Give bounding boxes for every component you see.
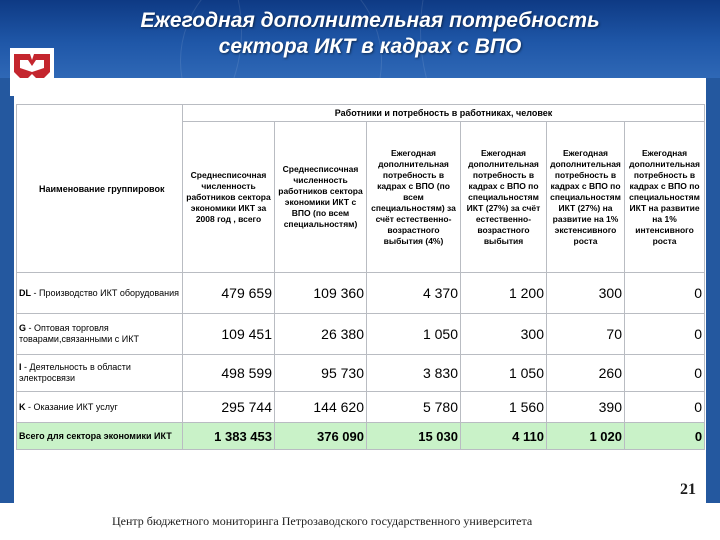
column-header: Ежегодная дополнительная потребность в кадрах с ВПО по специальностям ИКТ (27%) за счёт естественно-возрастного выбытия (461, 122, 547, 273)
row-code: G (19, 323, 27, 333)
table-total-row (17, 423, 705, 450)
staffing-demand-table (16, 104, 705, 450)
row-name: - Деятельность в области электросвязи (19, 362, 131, 383)
slide-title-line-1: Ежегодная дополнительная потребность (140, 9, 600, 32)
table-cell: 70 (547, 314, 625, 355)
table-cell: 4 370 (367, 273, 461, 314)
table-cell: 295 744 (183, 392, 275, 423)
row-header-cell (17, 105, 183, 273)
row-name: - Оказание ИКТ услуг (25, 401, 118, 412)
group-header-label: Работники и потребность в работниках, человек (334, 108, 553, 118)
total-cell: 15 030 (367, 423, 461, 450)
page-number: 21 (680, 481, 696, 498)
table-row (17, 273, 705, 314)
footer-text: Центр бюджетного мониторинга Петрозаводского государственного университета (112, 514, 533, 528)
total-cell: 376 090 (275, 423, 367, 450)
row-header-label: Наименование группировок (39, 183, 165, 194)
right-border-band (706, 78, 720, 503)
column-header: Ежегодная дополнительная потребность в кадрах с ВПО по специальностям ИКТ на развитие на 1% интенсивного роста (625, 122, 705, 273)
column-header: Ежегодная дополнительная потребность в кадрах с ВПО по специальностям ИКТ (27%) на развитие на 1% экстенсивного роста (547, 122, 625, 273)
column-header: Среднесписочная численность работников сектора экономики ИКТ с ВПО (по всем специальностям) (275, 122, 367, 273)
table-cell: 0 (625, 355, 705, 392)
total-cell: 4 110 (461, 423, 547, 450)
table-cell: 109 360 (275, 273, 367, 314)
table-cell: 300 (547, 273, 625, 314)
row-name: - Производство ИКТ оборудования (31, 287, 179, 298)
table-cell: 479 659 (183, 273, 275, 314)
table-cell: 260 (547, 355, 625, 392)
table-row (17, 355, 705, 392)
total-cell: 1 383 453 (183, 423, 275, 450)
table-group-header-row (17, 105, 705, 122)
row-code: K (19, 401, 26, 412)
row-code: I (19, 362, 22, 372)
slide-title (90, 8, 650, 60)
table-cell: 26 380 (275, 314, 367, 355)
table-cell: 390 (547, 392, 625, 423)
table-cell: 144 620 (275, 392, 367, 423)
table-cell: 300 (461, 314, 547, 355)
row-label (17, 273, 183, 314)
table-cell: 1 050 (461, 355, 547, 392)
row-name: - Оптовая торговля товарами,связанными с ИКТ (19, 323, 139, 344)
row-label (17, 355, 183, 392)
table-cell: 0 (625, 392, 705, 423)
table-cell: 1 200 (461, 273, 547, 314)
table-row (17, 314, 705, 355)
table-cell: 109 451 (183, 314, 275, 355)
table-cell: 1 560 (461, 392, 547, 423)
left-border-band (0, 78, 14, 503)
column-header: Среднесписочная численность работников сектора экономики ИКТ за 2008 год , всего (183, 122, 275, 273)
total-row-label: Всего для сектора экономики ИКТ (17, 423, 183, 450)
row-code: DL (19, 287, 31, 298)
table-cell: 1 050 (367, 314, 461, 355)
total-cell: 0 (625, 423, 705, 450)
table-cell: 3 830 (367, 355, 461, 392)
table-cell: 0 (625, 273, 705, 314)
row-label (17, 314, 183, 355)
table-cell: 0 (625, 314, 705, 355)
row-label (17, 392, 183, 423)
table-cell: 95 730 (275, 355, 367, 392)
total-cell: 1 020 (547, 423, 625, 450)
slide-title-line-2: сектора ИКТ в кадрах с ВПО (218, 35, 522, 58)
group-header-cell (183, 105, 705, 122)
table-cell: 5 780 (367, 392, 461, 423)
column-header: Ежегодная дополнительная потребность в кадрах с ВПО (по всем специальностям) за счёт естественно-возрастного выбытия (4%) (367, 122, 461, 273)
table-row (17, 392, 705, 423)
table-cell: 498 599 (183, 355, 275, 392)
